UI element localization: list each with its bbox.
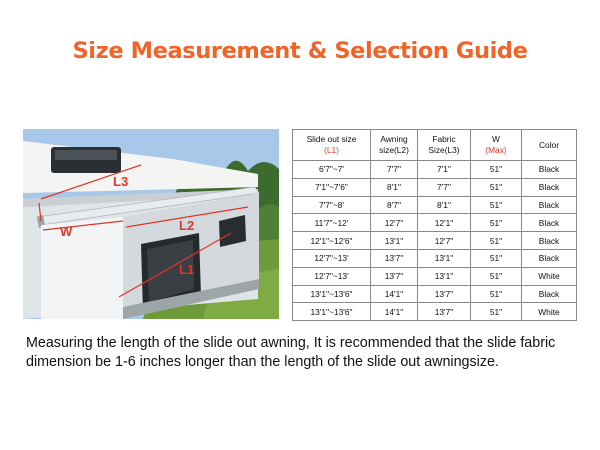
table-cell: 7'7"~8': [293, 196, 371, 214]
size-table: [292, 129, 577, 321]
page-title: Size Measurement & Selection Guide: [72, 38, 528, 64]
table-cell: 14'1": [371, 285, 418, 303]
table-cell: 13'1": [418, 267, 471, 285]
table-cell: 51": [471, 249, 522, 267]
description-text: Measuring the length of the slide out awning, It is recommended that the slide fabric dimension be 1-6 inches longer than the length of the slide out awningsize.: [26, 335, 556, 370]
table-row: [293, 232, 577, 250]
table-cell: 51": [471, 214, 522, 232]
rv-slide-out-photo: [23, 129, 279, 319]
label-l3: L3: [113, 174, 129, 189]
table-cell: 12'7": [371, 214, 418, 232]
table-cell: 14'1": [371, 303, 418, 321]
table-cell: 12'7": [418, 232, 471, 250]
table-cell: 7'1"~7'6": [293, 178, 371, 196]
table-cell: 8'7": [371, 196, 418, 214]
table-cell: 13'1"~13'6": [293, 303, 371, 321]
table-row: [293, 285, 577, 303]
table-cell: 8'1": [418, 196, 471, 214]
table-cell: 12'7"~13': [293, 249, 371, 267]
table-cell: 6'7"~7': [293, 161, 371, 179]
table-cell: 13'1"~13'6": [293, 285, 371, 303]
table-cell: 51": [471, 267, 522, 285]
table-cell: 51": [471, 303, 522, 321]
table-cell: Black: [522, 161, 577, 179]
table-row: [293, 267, 577, 285]
header-fabric-size: Fabric Size(L3): [418, 130, 471, 161]
table-row: [293, 178, 577, 196]
table-row: [293, 196, 577, 214]
table-cell: 51": [471, 178, 522, 196]
table-cell: Black: [522, 196, 577, 214]
header-awning-size: Awning size(L2): [371, 130, 418, 161]
table-cell: 13'7": [418, 285, 471, 303]
table-row: [293, 214, 577, 232]
table-cell: 8'1": [371, 178, 418, 196]
table-cell: Black: [522, 214, 577, 232]
table-cell: 13'1": [371, 232, 418, 250]
table-row: [293, 303, 577, 321]
table-cell: 7'1": [418, 161, 471, 179]
header-slide-out-size: Slide out size (L1): [293, 130, 371, 161]
table-cell: 13'7": [371, 267, 418, 285]
table-cell: 13'1": [418, 249, 471, 267]
table-cell: 11'7"~12': [293, 214, 371, 232]
table-cell: 7'7": [418, 178, 471, 196]
table-cell: Black: [522, 232, 577, 250]
table-cell: 12'1"~12'6": [293, 232, 371, 250]
table-header-row: [293, 130, 577, 161]
table-cell: 7'7": [371, 161, 418, 179]
table-cell: 51": [471, 161, 522, 179]
label-l1: L1: [179, 262, 195, 277]
table-cell: Black: [522, 285, 577, 303]
table-row: [293, 249, 577, 267]
table-cell: 12'1": [418, 214, 471, 232]
table-cell: White: [522, 303, 577, 321]
header-color: Color: [522, 130, 577, 161]
table-cell: 51": [471, 232, 522, 250]
table-cell: 13'7": [371, 249, 418, 267]
table-cell: 51": [471, 285, 522, 303]
label-w: W: [60, 224, 73, 239]
table-cell: Black: [522, 249, 577, 267]
table-row: [293, 161, 577, 179]
table-cell: 51": [471, 196, 522, 214]
header-w-max: W (Max): [471, 130, 522, 161]
label-l2: L2: [179, 218, 195, 233]
table-cell: 13'7": [418, 303, 471, 321]
table-cell: White: [522, 267, 577, 285]
table-cell: 12'7"~13': [293, 267, 371, 285]
table-cell: Black: [522, 178, 577, 196]
